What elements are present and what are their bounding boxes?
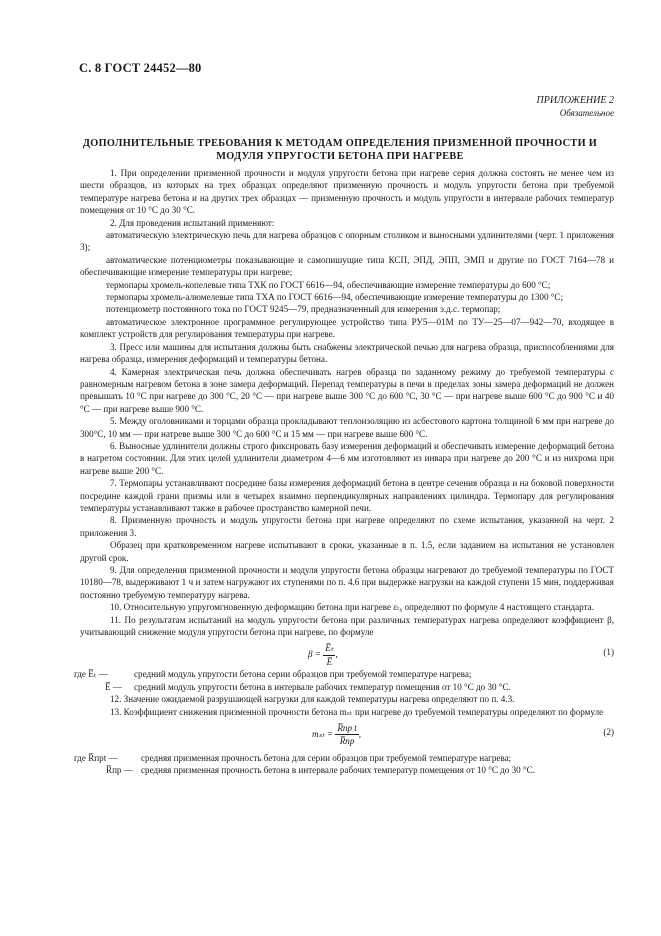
formula-tail: , [335, 649, 338, 660]
paragraph: 8. Призменную прочность и модуль упругости бетона при нагреве определяют по схеме испытания, указанной на черт. 2 приложения 3. [80, 515, 614, 538]
paragraph: 13. Коэффициент снижения призменной прочности бетона mₛₜ при нагреве до требуемой температуры определяют по формуле [110, 706, 604, 717]
definitions-1 [74, 668, 614, 693]
appendix-block [537, 94, 615, 120]
definition-row [80, 764, 614, 776]
paragraph: 12. Значение ожидаемой разрушающей нагрузки для каждой температуры нагрева определяют по п. 4.3. [110, 694, 515, 705]
paragraph: 9. Для определения призменной прочности и модуля упругости бетона образцы нагревают до требуемой температуры по ГОСТ 10180—78, выдерживают 1 ч и затем нагружают их ступенями по п. 4.6 при выдержке нагрузки на каждой ступени 15 мин, поддерживая постоянно требуемую температуру нагрева. [80, 565, 614, 600]
definition-text: средняя призменная прочность бетона для серии образцов при требуемой температуре нагрева; [141, 753, 512, 764]
paragraph: 10. Относительную упругомгновенную деформацию бетона при нагреве εₜᵧ определяют по формуле 4 настоящего стандарта. [110, 602, 594, 613]
definition-symbol: где R̅прt — [74, 753, 118, 764]
paragraph: 5. Между оголовниками и торцами образца прокладывают теплоизоляцию из асбестового картона толщиной 6 мм при нагреве до 300°С, 10 мм — при натреве выше 300 °С до 600 °С и 15 мм — при нагреве выше 600 °С. [80, 416, 614, 439]
section-title: ДОПОЛНИТЕЛЬНЫЕ ТРЕБОВАНИЯ К МЕТОДАМ ОПРЕДЕЛЕНИЯ ПРИЗМЕННОЙ ПРОЧНОСТИ И МОДУЛЯ УПРУГОСТИ БЕТОНА ПРИ НАГРЕВЕ [82, 138, 598, 162]
definition-row [74, 752, 614, 764]
formula-number: (1) [603, 647, 614, 658]
list-item: термопары хромель-алюмелевые типа ТХА по ГОСТ 6616—94, обеспечивающие измерение температуры до 1300 °С; [106, 292, 564, 303]
paragraph: 4. Камерная электрическая печь должна обеспечивать нагрев образца по заданному режиму до требуемой температуры с равномерным нагревом бетона в зоне замера деформаций. Перепад температуры в печи в пределах зоны замера деформаций не должен превышать 10 °С при нагреве до 300 °С, 20 °С — при нагреве выше 300 °С до 600 °С, 30 °С — при нагреве выше 600 °С до 900 °С и 40 °С — при нагреве выше 900 °С. [80, 366, 614, 414]
definition-row [74, 668, 614, 680]
paragraph: 1. При определении призменной прочности и модуля упругости бетона при нагреве серия должна состоять не менее чем из шести образцов, из которых на трех образцах определяют призменную прочность и модуль упругости бетона при требуемой температуре нагрева бетона и на других трех образцах — призменную прочность и модуль упругости в интервале рабочих температур помещения от 10 °С до 30 °С. [80, 168, 614, 216]
formula-lhs: mₛₜ = [312, 729, 334, 740]
formula-number: (2) [603, 727, 614, 738]
formula-expression [308, 642, 338, 668]
formula-fraction [323, 642, 338, 668]
paragraph: 11. По результатам испытаний на модуль упругости бетона при различных температурах нагрева определяют коэффициент β, учитывающий снижение модуля упругости бетона при нагреве, по формуле [80, 614, 614, 638]
formula-numerator: E̅ₜ [323, 642, 335, 655]
appendix-status: Обязательное [559, 108, 614, 118]
formula-2 [80, 718, 614, 752]
document-body [74, 167, 614, 777]
list-item: термопары хромель-копелевые типа ТХК по ГОСТ 6616—94, обеспечивающие измерение температуры до 600 °С; [106, 279, 551, 290]
page-header: С. 8 ГОСТ 24452—80 [79, 61, 202, 75]
paragraph: Образец при кратковременном нагреве испытывают в сроки, указанные в п. 1.5, если заданием на испытания не установлен другой срок. [80, 540, 614, 563]
definition-symbol: R̅пр — [106, 765, 133, 776]
formula-1 [80, 638, 614, 668]
list-item: автоматическое электронное программное регулирующее устройство типа РУ5—01М по ТУ—25—07—942—70, входящее в комплект устройств для регулирования температуры при нагреве. [80, 316, 614, 340]
formula-lhs: β = [308, 649, 321, 660]
list-item: потенциометр постоянного тока по ГОСТ 9245—79, предназначенный для измерения э.д.с. термопар; [106, 304, 501, 315]
definition-symbol: E̅ — [105, 681, 122, 692]
definition-text: средний модуль упругости бетона серии образцов при требуемой температуре нагрева; [134, 669, 472, 680]
definitions-2 [74, 752, 614, 777]
definition-text: средний модуль упругости бетона в интервале рабочих температур помещения от 10 °С до 30 °С. [134, 681, 511, 692]
definition-symbol: где E̅ₜ — [74, 669, 108, 680]
formula-numerator: R̅пр t [335, 722, 358, 735]
formula-denominator: E̅ [326, 656, 333, 667]
formula-tail: , [358, 729, 362, 740]
formula-fraction [335, 722, 358, 748]
paragraph: 7. Термопары устанавливают посредине базы измерения деформаций бетона в центре сечения образца и на боковой поверхности посредине каждой грани призмы или в четырех взаимно перпендикулярных направлениях цилиндра. Термопару для регулирования температуры устанавливают также в рабочее пространство камерной печи. [80, 478, 614, 513]
list-item: автоматическую электрическую печь для нагрева образцов с опорным столиком и выносными удлинителями (черт. 1 приложения 3); [80, 230, 614, 253]
definition-text: средняя призменная прочность бетона в интервале рабочих температур помещения от 10 °С до 30 °С. [141, 765, 535, 776]
definition-row [80, 681, 614, 693]
appendix-title: ПРИЛОЖЕНИЕ 2 [536, 95, 614, 106]
list-item: автоматические потенциометры показывающие и самопишущие типа КСП, ЭПД, ЭПП, ЭМП и другие по ГОСТ 7164—78 и обеспечивающие измерение температуры при нагреве; [80, 254, 614, 278]
formula-denominator: R̅пр [339, 736, 355, 747]
paragraph: 2. Для проведения испытаний применяют: [110, 217, 275, 228]
formula-expression [312, 722, 361, 748]
paragraph: 6. Выносные удлинители должны строго фиксировать базу измерения деформаций и обеспечивать измерение деформаций бетона в нагретом состоянии. Для этих целей удлинители диаметром 4—6 мм изготовляют из инвара при нагреве до 200 °С и из нихрома при нагреве выше 200 °С. [80, 440, 614, 476]
paragraph: 3. Пресс или машины для испытания должны быть снабжены электрической печью для нагрева образца, приспособлениями для нагрева образца, измерения деформаций и температуры бетона. [80, 341, 614, 365]
